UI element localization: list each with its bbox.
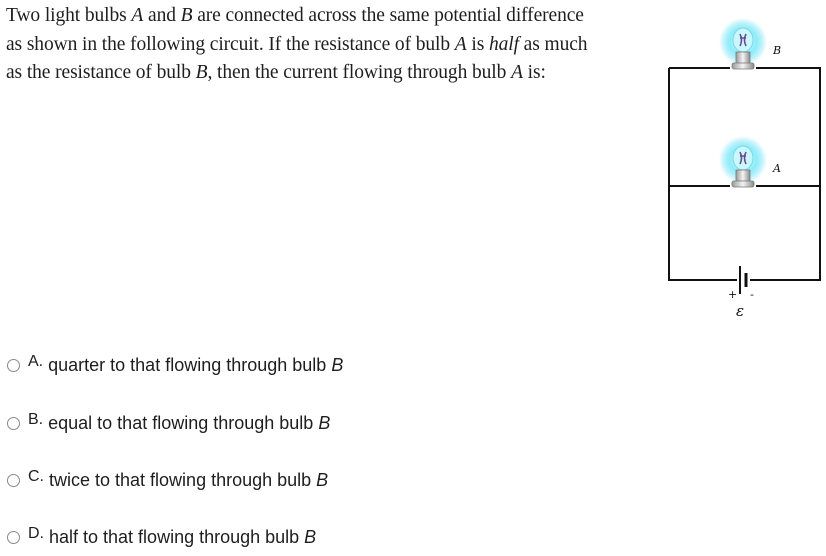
var-b: B — [180, 5, 193, 26]
option-c[interactable] — [7, 467, 328, 493]
option-letter: D. — [28, 525, 44, 542]
wire-bottom-branch — [669, 186, 820, 280]
emphasis-half: half — [488, 33, 519, 55]
question-line-3: as the resistance of bulb B, then the current flowing through bulb A is: — [6, 62, 546, 83]
option-text: twice to that flowing through bulb — [49, 469, 312, 490]
bulb-b-label: B — [773, 44, 782, 57]
option-text: half to that flowing through bulb — [49, 526, 300, 547]
option-letter: C. — [28, 468, 44, 485]
radio-button-b[interactable] — [7, 417, 20, 430]
var-a: A — [511, 62, 523, 83]
option-text: equal to that flowing through bulb — [48, 412, 314, 433]
option-variable: B — [316, 469, 329, 490]
radio-button-d[interactable] — [7, 531, 20, 544]
option-letter: B. — [28, 411, 44, 428]
var-b: B — [195, 62, 208, 83]
option-variable: B — [304, 526, 317, 547]
option-letter: A. — [28, 353, 44, 370]
radio-button-a[interactable] — [7, 359, 20, 372]
option-variable: B — [318, 412, 331, 433]
question-line-1: Two light bulbs A and B are connected across the same potential difference — [6, 5, 584, 26]
battery-plus-sign: + — [728, 288, 738, 301]
option-b[interactable] — [7, 410, 330, 436]
var-a: A — [131, 5, 144, 26]
option-a[interactable] — [7, 352, 343, 378]
emf-symbol: ε — [736, 302, 745, 320]
bulb-a-label: A — [773, 162, 781, 175]
radio-button-c[interactable] — [7, 474, 20, 487]
bulb-a-icon — [719, 136, 767, 187]
option-d[interactable] — [7, 524, 316, 550]
option-text: quarter to that flowing through bulb — [48, 354, 327, 375]
question-line-2: as shown in the following circuit. If the resistance of bulb A is half as much — [6, 33, 588, 55]
option-variable: B — [331, 354, 344, 375]
var-a: A — [454, 33, 467, 55]
battery-minus-sign: - — [750, 288, 754, 301]
battery-symbol — [740, 266, 746, 294]
bulb-b-icon — [719, 18, 767, 69]
